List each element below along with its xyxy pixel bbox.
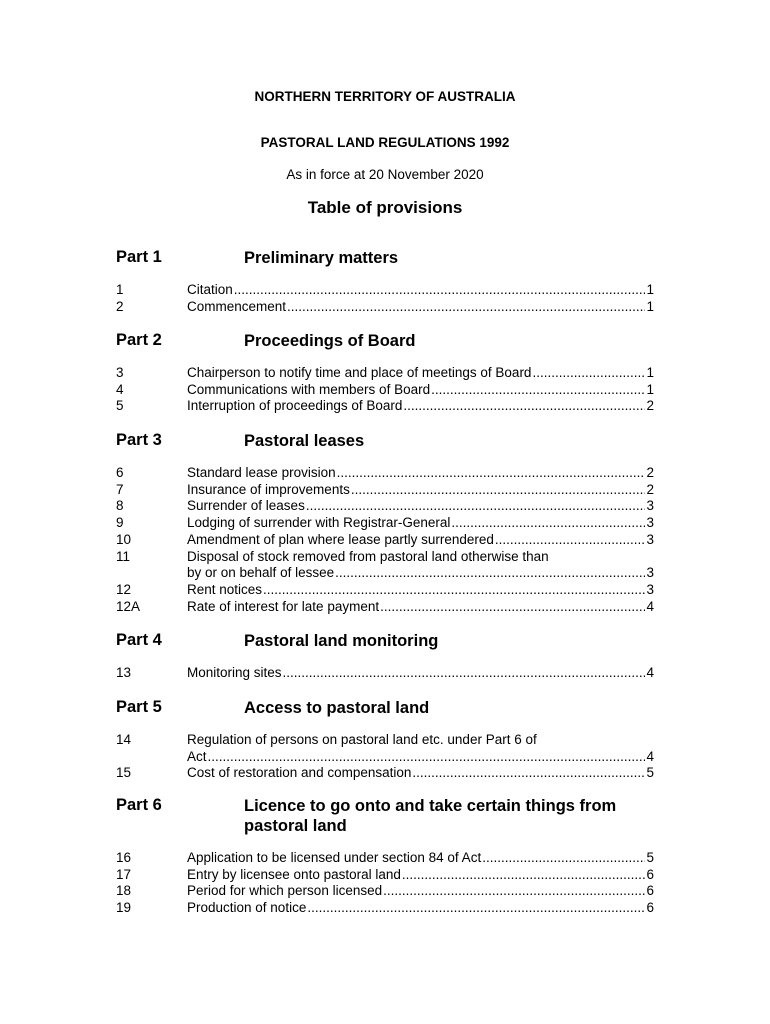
page-number: 5: [646, 765, 654, 781]
provision-line: [187, 465, 654, 482]
provision-line: [187, 665, 654, 682]
page-number: 1: [646, 365, 654, 380]
jurisdiction-heading: NORTHERN TERRITORY OF AUSTRALIA: [254, 89, 516, 104]
page-number: 3: [646, 531, 654, 547]
page-number: 4: [646, 598, 654, 614]
provision-title: Act: [187, 748, 207, 764]
page-number: 2: [646, 465, 654, 480]
provision-entry[interactable]: [116, 398, 656, 415]
dot-leader: [532, 365, 645, 382]
provision-number: 18: [116, 883, 132, 899]
provision-text: [187, 365, 654, 382]
provision-number: 4: [116, 381, 124, 397]
provision-number: 19: [116, 900, 132, 916]
page-number: 5: [646, 850, 654, 865]
dot-leader: [337, 465, 646, 482]
dot-leader: [306, 498, 646, 515]
provision-line: [187, 749, 654, 766]
provision-line: [187, 765, 654, 782]
provision-title: by or on behalf of lessee: [187, 565, 335, 581]
provision-list: [116, 850, 656, 917]
provision-title: Period for which person licensed: [187, 883, 383, 899]
provision-entry[interactable]: [116, 867, 656, 884]
dot-leader: [208, 749, 646, 766]
part-label: Part 6: [116, 796, 162, 814]
provision-entry[interactable]: [116, 582, 656, 599]
dot-leader: [234, 282, 646, 299]
provision-entry[interactable]: [116, 365, 656, 382]
dot-leader: [383, 883, 645, 900]
part-label: Part 1: [116, 248, 162, 266]
provision-text: [187, 398, 654, 415]
provision-entry[interactable]: [116, 515, 656, 532]
provision-text: [187, 900, 654, 917]
provision-line: [187, 883, 654, 900]
provision-text: [187, 515, 654, 532]
provision-text: [187, 732, 654, 765]
provision-number: 1: [116, 282, 124, 297]
provision-text: [187, 465, 654, 482]
provision-entry[interactable]: [116, 532, 656, 549]
page-number: 3: [646, 515, 654, 531]
provision-line: [187, 900, 654, 917]
part-label: Part 3: [116, 431, 162, 449]
provision-number: 14: [116, 732, 132, 747]
provision-text: [187, 850, 654, 867]
part-label: Part 4: [116, 631, 162, 649]
page-number: 3: [646, 565, 654, 581]
provision-title: Entry by licensee onto pastoral land: [187, 866, 401, 882]
provision-title: Insurance of improvements: [187, 481, 350, 497]
provision-line: [187, 282, 654, 299]
provision-number: 12A: [116, 598, 141, 614]
dot-leader: [287, 299, 645, 316]
regulation-title: PASTORAL LAND REGULATIONS 1992: [260, 135, 510, 150]
provision-number: 10: [116, 531, 132, 547]
provision-entry[interactable]: [116, 883, 656, 900]
provision-line: [187, 582, 654, 599]
page-number: 3: [646, 581, 654, 597]
page-number: 4: [646, 748, 654, 764]
provision-text: [187, 665, 654, 682]
provision-line: [187, 599, 654, 616]
provision-entry[interactable]: [116, 465, 656, 482]
provision-list: [116, 665, 656, 682]
dot-leader: [403, 398, 645, 415]
dot-leader: [335, 565, 645, 582]
provision-title: Rate of interest for late payment: [187, 598, 380, 614]
provision-title-first-line: Regulation of persons on pastoral land etc. under Part 6 of: [187, 732, 537, 747]
provision-line: [187, 532, 654, 549]
provision-text: [187, 867, 654, 884]
provision-entry[interactable]: [116, 549, 656, 582]
provision-title: Communications with members of Board: [187, 381, 431, 397]
part-title: Pastoral land monitoring: [244, 632, 439, 650]
provision-number: 11: [116, 548, 131, 564]
provision-text: [187, 299, 654, 316]
page-number: 6: [646, 900, 654, 916]
provision-line: [187, 365, 654, 382]
provision-entry[interactable]: [116, 599, 656, 616]
provision-title: Citation: [187, 282, 233, 297]
provision-title: Interruption of proceedings of Board: [187, 398, 403, 414]
provision-number: 8: [116, 498, 124, 514]
provision-list: [116, 365, 656, 415]
dot-leader: [431, 382, 645, 399]
provision-list: [116, 732, 656, 782]
provision-line: [187, 482, 654, 499]
provision-title: Chairperson to notify time and place of meetings of Board: [187, 365, 532, 380]
provision-line: [187, 515, 654, 532]
provision-title: Amendment of plan where lease partly surrendered: [187, 531, 494, 547]
dot-leader: [495, 532, 646, 549]
part-title: Proceedings of Board: [244, 332, 416, 350]
provision-entry[interactable]: [116, 498, 656, 515]
provision-title: Production of notice: [187, 900, 307, 916]
provision-title: Commencement: [187, 298, 287, 314]
provision-line: [187, 565, 654, 582]
page-number: 4: [646, 665, 654, 680]
dot-leader: [482, 850, 645, 867]
provision-entry[interactable]: [116, 765, 656, 782]
part-title: Preliminary matters: [244, 249, 399, 267]
in-force-date: As in force at 20 November 2020: [286, 167, 484, 182]
page-number: 2: [646, 481, 654, 497]
provision-title: Application to be licensed under section 84 of Act: [187, 850, 482, 865]
provision-number: 16: [116, 850, 132, 865]
provision-number: 13: [116, 665, 132, 680]
provision-entry[interactable]: [116, 482, 656, 499]
part-title: Licence to go onto and take certain things from pastoral land: [244, 797, 617, 835]
provision-number: 7: [116, 481, 124, 497]
provision-list: [116, 465, 656, 615]
part-title: Access to pastoral land: [244, 699, 430, 717]
page-number: 1: [646, 282, 654, 297]
dot-leader: [307, 900, 645, 917]
provision-text: [187, 765, 654, 782]
provision-number: 17: [116, 866, 132, 882]
dot-leader: [402, 867, 646, 884]
provision-title: Rent notices: [187, 581, 263, 597]
provision-text: [187, 498, 654, 515]
provision-line: [187, 299, 654, 316]
provision-entry[interactable]: [116, 732, 656, 765]
provision-text: [187, 532, 654, 549]
provision-line: [187, 867, 654, 884]
page-number: 1: [646, 381, 654, 397]
provision-text: [187, 599, 654, 616]
provision-title: Standard lease provision: [187, 465, 336, 480]
dot-leader: [283, 665, 646, 682]
provision-number: 6: [116, 465, 124, 480]
dot-leader: [451, 515, 645, 532]
provision-number: 15: [116, 765, 132, 781]
provision-number: 3: [116, 365, 124, 380]
provision-entry[interactable]: [116, 282, 656, 299]
provision-title: Surrender of leases: [187, 498, 305, 514]
page-number: 6: [646, 866, 654, 882]
provision-line: [187, 382, 654, 399]
provision-number: 2: [116, 298, 124, 314]
provision-text: [187, 549, 654, 582]
dot-leader: [412, 765, 645, 782]
part-title: Pastoral leases: [244, 432, 365, 450]
dot-leader: [380, 599, 645, 616]
provision-entry[interactable]: [116, 850, 656, 867]
provision-title: Monitoring sites: [187, 665, 282, 680]
provision-list: [116, 282, 656, 315]
dot-leader: [263, 582, 645, 599]
provision-title-first-line: Disposal of stock removed from pastoral land otherwise than: [187, 548, 549, 564]
page-number: 2: [646, 398, 654, 414]
page-number: 1: [646, 298, 654, 314]
provision-title: Lodging of surrender with Registrar-General: [187, 515, 451, 531]
page-number: 3: [646, 498, 654, 514]
page-number: 6: [646, 883, 654, 899]
provision-title: Cost of restoration and compensation: [187, 765, 412, 781]
part-label: Part 2: [116, 331, 162, 349]
dot-leader: [351, 482, 646, 499]
provision-entry[interactable]: [116, 299, 656, 316]
provision-line: [187, 498, 654, 515]
provision-line: [187, 850, 654, 867]
provision-number: 9: [116, 515, 124, 531]
provision-entry[interactable]: [116, 382, 656, 399]
provision-text: [187, 582, 654, 599]
provision-text: [187, 382, 654, 399]
provision-text: [187, 883, 654, 900]
provision-entry[interactable]: [116, 900, 656, 917]
provision-number: 12: [116, 581, 132, 597]
provision-line: [187, 398, 654, 415]
provision-text: [187, 282, 654, 299]
provision-entry[interactable]: [116, 665, 656, 682]
provision-number: 5: [116, 398, 124, 414]
part-label: Part 5: [116, 698, 162, 716]
table-of-provisions-heading: Table of provisions: [307, 198, 463, 217]
provision-text: [187, 482, 654, 499]
